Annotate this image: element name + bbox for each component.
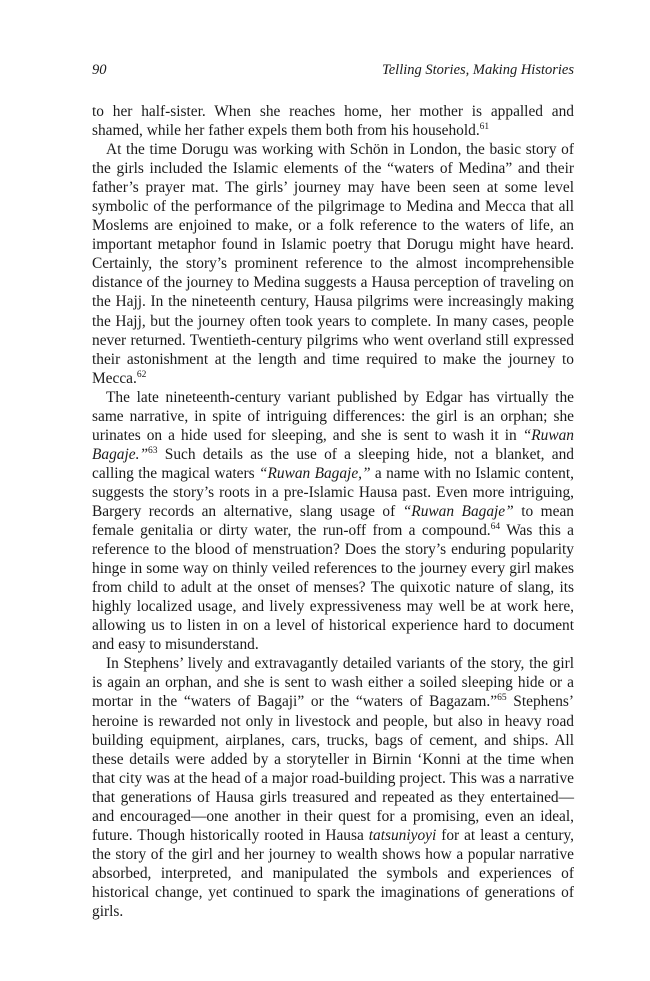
paragraph (92, 654, 574, 921)
paragraph (92, 102, 574, 140)
text-run: a name with no Islamic content, suggests the story’s roots in a pre-Islamic Hausa past. Even more intriguing, Bargery records an alternative, slang usage of (92, 464, 574, 520)
body-text (92, 102, 574, 921)
italic-text: “Ruwan Bagaje.” (92, 426, 574, 463)
book-page (92, 0, 574, 981)
running-title: Telling Stories, Making Histories (382, 62, 574, 78)
text-run: At the time Dorugu was working with Schön in London, the basic story of the girls included the Islamic elements of the “waters of Medina” and their father’s prayer mat. The girls’ journey may have been seen at some level symbolic of the performance of the pilgrimage to Medina and Mecca that all Moslems are enjoined to make, or a folk reference to the waters of life, an important metaphor found in Islamic poetry that Dorugu might have heard. Certainly, the story’s prominent reference to the almost incomprehensible distance of the journey to Medina suggests a Hausa perception of traveling on the Hajj. In the nineteenth century, Hausa pilgrims were increasingly making the Hajj, but the journey often took years to complete. In many cases, people never returned. Twentieth-century pilgrims who went overland still expressed their astonishment at the length and time required to make the journey to Mecca. (92, 141, 574, 387)
text-run: to her half-sister. When she reaches home, her mother is appalled and shamed, while her father expels them both from his household. (92, 103, 574, 140)
footnote-marker: 65 (497, 693, 507, 704)
text-run: to mean female genitalia or dirty water, the run-off from a compound. (92, 502, 574, 540)
running-header (92, 62, 574, 82)
footnote-marker: 63 (148, 445, 158, 456)
italic-text: “Ruwan Bagaje,” (258, 464, 371, 482)
page-number: 90 (92, 62, 107, 78)
text-run: In Stephens’ lively and extravagantly detailed variants of the story, the girl is again an orphan, and she is sent to wash either a soiled sleeping hide or a mortar in the “waters of Bagaji” or the “waters of Bagazam.” (92, 655, 574, 711)
text-run: Was this a reference to the blood of menstruation? Does the story’s enduring popularity hinge in some way on thinly veiled references to the journey every girl makes from child to adult at the onset of menses? The quixotic nature of slang, its highly localized usage, and lively expressiveness may well be at work here, allowing us to listen in on a level of historical experience hard to document and easy to misunderstand. (92, 522, 574, 654)
italic-text: “Ruwan Bagaje” (402, 502, 514, 520)
footnote-marker: 62 (136, 369, 147, 380)
text-run: Stephens’ heroine is rewarded not only in livestock and people, but also in heavy road building equipment, airplanes, cars, trucks, bags of cement, and ships. All these details were added by a storyteller in Birnin ‘Konni at the time when that city was at the head of a major road-building project. This was a narrative that generations of Hausa girls treasured and repeated as they entertained—and encouraged—one another in their quest for a promising, even an ideal, future. Though historically rooted in Hausa (92, 693, 575, 844)
text-run: for at least a century, the story of the girl and her journey to wealth shows how a popular narrative absorbed, interpreted, and manipulated the symbols and experiences of historical change, yet continued to spark the imaginations of generations of girls. (92, 826, 575, 920)
footnote-marker: 61 (479, 122, 490, 133)
text-run: The late nineteenth-century variant published by Edgar has virtually the same narrative, in spite of intriguing differences: the girl is an orphan; she urinates on a hide used for sleeping, and she is sent to wash it in (92, 388, 574, 444)
text-run: Such details as the use of a sleeping hide, not a blanket, and calling the magical waters (92, 445, 574, 482)
italic-text: tatsuniyoyi (368, 826, 437, 844)
paragraph (92, 388, 574, 655)
footnote-marker: 64 (490, 522, 501, 533)
paragraph (92, 140, 574, 388)
